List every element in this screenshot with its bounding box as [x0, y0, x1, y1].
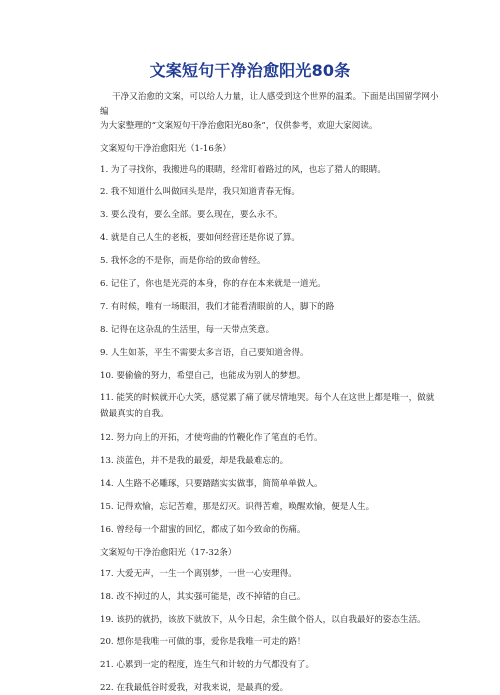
list-section-2 — [100, 567, 440, 695]
list-item: 4. 就是自己人生的老板，要如何经营还是你说了算。 — [100, 233, 300, 244]
section-heading-1: 文案短句干净治愈阳光（1-16条） — [100, 143, 232, 154]
list-item: 3. 要么没有，要么全部。要么现在，要么永不。 — [100, 210, 283, 221]
list-item: 13. 淡蓝色，并不是我的最爱，却是我最难忘的。 — [100, 456, 289, 467]
list-item: 16. 曾经每一个甜蜜的回忆，都成了如今致命的伤痛。 — [100, 524, 306, 535]
list-item: 18. 改不掉过的人，其实强可能是，改不掉错的自己。 — [100, 591, 306, 602]
section-heading-2: 文案短句干净治愈阳光（17-32条） — [100, 547, 237, 558]
list-item: 6. 记住了，你也是光亮的本身，你的存在本来就是一道光。 — [100, 278, 326, 289]
intro-paragraph — [100, 90, 440, 134]
document-title: 文案短句干净治愈阳光80条 — [149, 61, 351, 80]
list-item: 20. 想你是我唯一可做的事，爱你是我唯一可走的路！ — [100, 637, 306, 648]
list-item: 19. 该扔的就扔，该放下就放下，从今日起，余生做个俗人，以自我最好的姿态生活。 — [100, 614, 426, 625]
list-item: 7. 有时候，唯有一场眼泪，我们才能看清眼前的人，脚下的路 — [100, 301, 335, 312]
list-item: 9. 人生如茶，平生不需要太多言语，自己要知道舍得。 — [100, 347, 309, 358]
list-item: 5. 我怀念的不是你，而是你给的致命曾经。 — [100, 256, 266, 267]
list-item: 21. 心累到一定的程度，连生气和计较的力气都没有了。 — [100, 660, 315, 671]
list-item: 22. 在我最低谷时爱我，对我来说，是最真的爱。 — [100, 683, 289, 694]
list-item: 14. 人生路不必雕琢，只要踏踏实实做事，简简单单做人。 — [100, 479, 323, 490]
list-section-1 — [100, 163, 440, 537]
list-item: 1. 为了寻找你，我搬进鸟的眼睛，经常盯着路过的风，也忘了猎人的眼睛。 — [100, 164, 386, 175]
intro-line: 为大家整理的“文案短句干净治愈阳光80条”，仅供参考，欢迎大家阅读。 — [100, 121, 378, 131]
list-item: 10. 要偷偷的努力，希望自己，也能成为别人的梦想。 — [100, 370, 306, 381]
list-item: 8. 记得在这杂乱的生活里，每一天带点笑意。 — [100, 324, 275, 335]
list-item: 11. 能笑的时候就开心大笑，感觉累了痛了就尽情地哭。每个人在这世上都是唯一，做就做最真实的自我。 — [100, 393, 435, 419]
list-item: 2. 我不知道什么叫做回头是岸，我只知道青春无悔。 — [100, 187, 300, 198]
intro-line: 干净又治愈的文案，可以给人力量，让人感受到这个世界的温柔。下面是出国留学网小编 — [100, 92, 439, 117]
list-item: 15. 记得欢愉，忘记苦难，那是幻灭。识得苦难，唤醒欢愉，便是人生。 — [100, 501, 375, 512]
list-item: 12. 努力向上的开拓，才使弯曲的竹鞭化作了笔直的毛竹。 — [100, 433, 323, 444]
list-item: 17. 大爱无声，一生一个离别梦，一世一心安理得。 — [100, 568, 297, 579]
